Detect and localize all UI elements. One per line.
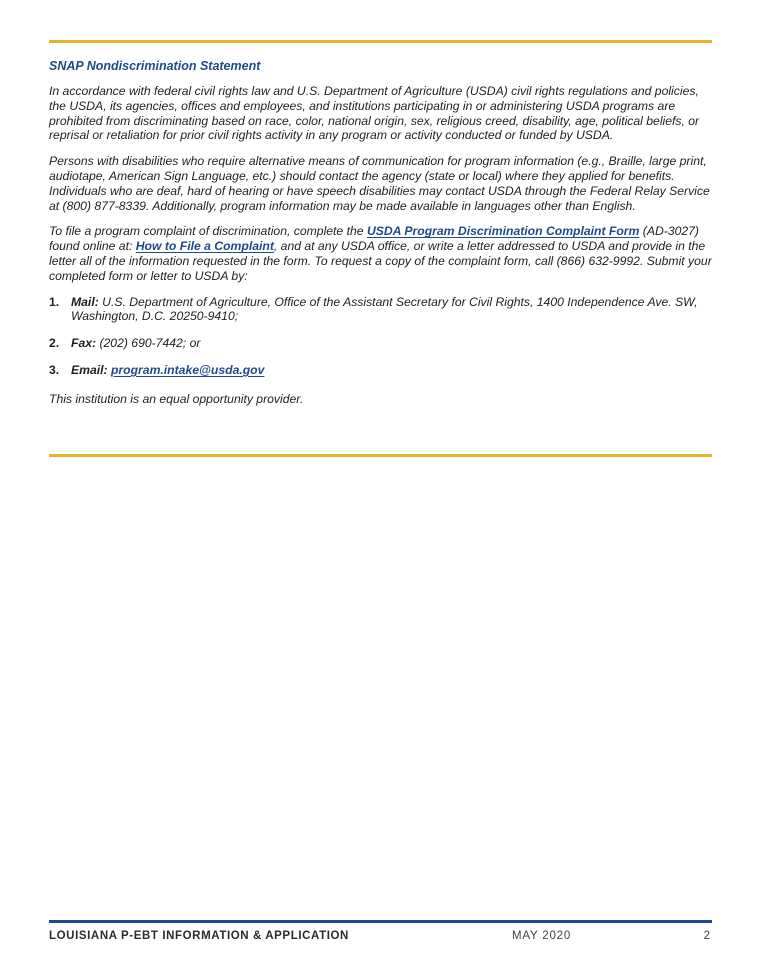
- complaint-text-1: To file a program complaint of discrimination, complete the: [49, 224, 367, 239]
- list-item-content: [71, 363, 264, 378]
- fax-label: Fax:: [71, 336, 97, 351]
- email-link[interactable]: program.intake@usda.gov: [110, 362, 265, 377]
- bottom-divider: [49, 454, 712, 457]
- footer-divider: [49, 920, 712, 923]
- complaint-text-3: , and at any USDA office, or write a letter addressed to USDA and provide in the letter all of the information requested in the form. To request a copy of the complaint form, call (866) 632-9992. Submit your completed form or letter to USDA by:: [49, 239, 712, 283]
- how-to-file-link[interactable]: How to File a Complaint: [135, 239, 274, 254]
- list-number: 2.: [49, 336, 60, 351]
- page-number: 2: [703, 930, 710, 942]
- mail-address: U.S. Department of Agriculture, Office of the Assistant Secretary for Civil Rights, 1400 Independence Ave. SW, Washington, D.C. 20250-9410;: [71, 294, 698, 324]
- email-label: Email:: [71, 362, 108, 377]
- list-number: 1.: [49, 294, 60, 309]
- closing-statement: This institution is an equal opportunity provider.: [49, 391, 304, 406]
- complaint-text-2: (AD-3027) found online at:: [49, 224, 699, 254]
- list-item-fax: [49, 336, 712, 351]
- list-number: 3.: [49, 362, 60, 377]
- footer-title: LOUISIANA P-EBT INFORMATION & APPLICATION: [49, 930, 349, 942]
- paragraph-civil-rights: In accordance with federal civil rights law and U.S. Department of Agriculture (USDA) civil rights regulations and policies, the USDA, its agencies, offices and employees, and institutions participating in or administering USDA programs are prohibited from discriminating based on race, color, national origin, sex, religious creed, disability, age, political beliefs, or reprisal or retaliation for prior civil rights activity in any program or activity conducted or funded by USDA.: [49, 84, 700, 143]
- footer-date: MAY 2020: [512, 930, 572, 942]
- submission-methods-list: [49, 295, 712, 378]
- section-heading: SNAP Nondiscrimination Statement: [49, 59, 261, 73]
- fax-number: (202) 690-7442; or: [96, 336, 201, 351]
- mail-label: Mail:: [71, 294, 99, 309]
- list-item-mail: [49, 295, 712, 325]
- paragraph-complaint: [49, 224, 712, 283]
- page-footer: [49, 929, 712, 943]
- statement-section: [49, 58, 712, 407]
- list-item-content: [71, 336, 200, 351]
- list-item-email: [49, 363, 712, 378]
- top-divider: [49, 40, 712, 43]
- paragraph-disabilities: Persons with disabilities who require alternative means of communication for program information (e.g., Braille, large print, audiotape, American Sign Language, etc.) should contact the agency (state or local) where they applied for benefits. Individuals who are deaf, hard of hearing or have speech disabilities may contact USDA through the Federal Relay Service at (800) 877-8339. Additionally, program information may be made available in languages other than English.: [49, 154, 710, 213]
- complaint-form-link[interactable]: USDA Program Discrimination Complaint Form: [366, 224, 640, 239]
- list-item-content: [71, 295, 712, 325]
